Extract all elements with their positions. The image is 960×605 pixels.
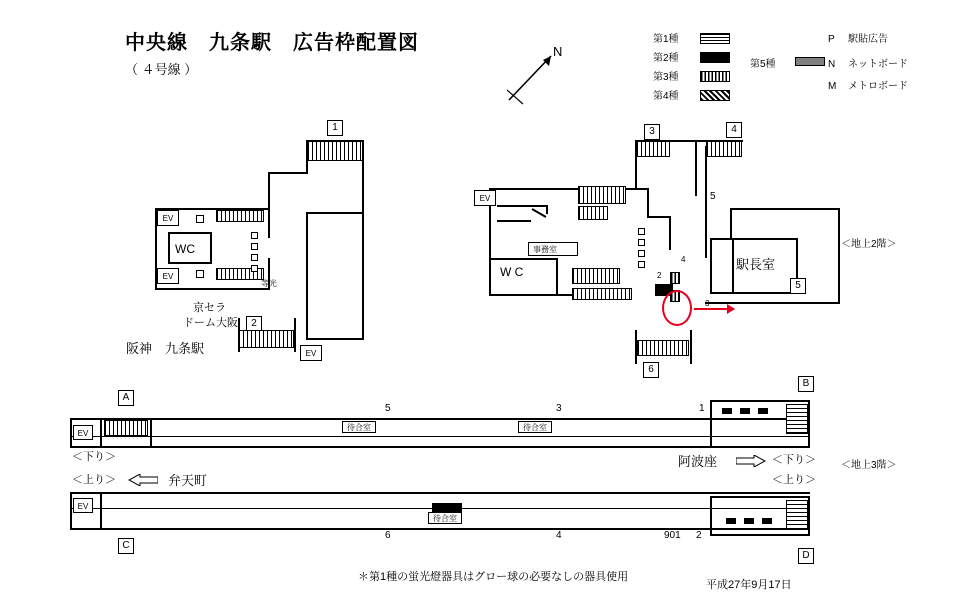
room-waiting-east-label: 事務室 bbox=[533, 245, 557, 254]
frame-lower-b2 bbox=[744, 518, 754, 524]
awaza-arrow-icon bbox=[736, 455, 766, 467]
east-corr-v2 bbox=[695, 140, 697, 196]
stairs-platform-upper-right bbox=[786, 404, 808, 434]
frame-lower-b1 bbox=[726, 518, 736, 524]
legend-type3-swatch bbox=[700, 71, 730, 82]
platform-marker-d: D bbox=[798, 548, 814, 564]
legend-code-m: M bbox=[828, 81, 837, 92]
exit-marker-2: 2 bbox=[246, 316, 262, 332]
platform-lower-div1 bbox=[100, 492, 102, 528]
west-frame-4 bbox=[251, 265, 258, 272]
frame-lower-b3 bbox=[762, 518, 772, 524]
office-divider bbox=[732, 238, 734, 294]
down-label-2: ＜下り＞ bbox=[772, 454, 816, 466]
waiting-room-lower-label: 待合室 bbox=[433, 514, 457, 523]
stairs-west-upper bbox=[216, 210, 264, 222]
east-inner-diag bbox=[532, 208, 547, 218]
east-wc-wall-2 bbox=[556, 258, 558, 296]
west-wall-right-a bbox=[268, 208, 270, 238]
stairs-east-mid-2 bbox=[578, 206, 608, 220]
compass-north-label: N bbox=[553, 44, 563, 59]
ev-west-exit2: EV bbox=[300, 345, 322, 361]
frame-label-lower-901: 901 bbox=[664, 530, 681, 541]
east-frame-3 bbox=[638, 250, 645, 257]
east-small-2: 2 bbox=[657, 271, 662, 280]
east-inner-2 bbox=[669, 216, 671, 250]
room-wc-west-label: WC bbox=[175, 242, 195, 256]
west-small-square-2 bbox=[196, 270, 204, 278]
legend-type2-label: 第2種 bbox=[653, 53, 679, 64]
platform-marker-a: A bbox=[118, 390, 134, 406]
exit-marker-5: 5 bbox=[790, 278, 806, 294]
platform-lower-left bbox=[70, 492, 72, 528]
legend-code-p: P bbox=[828, 34, 835, 45]
exit-marker-4: 4 bbox=[726, 122, 742, 138]
stairs-exit-3 bbox=[636, 141, 670, 157]
footer-date: 平成27年9月17日 bbox=[706, 579, 792, 591]
east-inner-5 bbox=[546, 205, 548, 214]
frame-label-upper-3: 3 bbox=[556, 403, 562, 414]
east-frame-2 bbox=[638, 239, 645, 246]
legend-type3-label: 第3種 bbox=[653, 72, 679, 83]
legend-type5-swatch bbox=[795, 57, 825, 66]
ev-platform-upper: EV bbox=[73, 425, 93, 440]
highlight-ellipse bbox=[662, 290, 692, 326]
frame-upper-b2 bbox=[740, 408, 750, 414]
east-right-wall-left bbox=[730, 208, 732, 238]
compass-needle-icon bbox=[505, 50, 565, 106]
bentencho-label: 弁天町 bbox=[168, 473, 208, 488]
platform-lower-right-left bbox=[710, 496, 712, 534]
bentencho-arrow-icon bbox=[128, 474, 158, 486]
frame-upper-b1 bbox=[722, 408, 732, 414]
exit-marker-3: 3 bbox=[644, 124, 660, 140]
frame-upper-b3 bbox=[758, 408, 768, 414]
platform-lower-top bbox=[70, 492, 810, 494]
stairs-exit-4 bbox=[706, 141, 742, 157]
ev-east: EV bbox=[474, 190, 496, 206]
highlight-arrow bbox=[694, 308, 734, 310]
east-inner-4 bbox=[497, 220, 531, 222]
platform-upper-div1 bbox=[100, 418, 102, 446]
waiting-room-upper-1-label: 待合室 bbox=[347, 423, 371, 432]
down-label-1: ＜下り＞ bbox=[72, 451, 116, 463]
platform-marker-b: B bbox=[798, 376, 814, 392]
legend-type1-swatch bbox=[700, 33, 730, 44]
platform-lower-right-top bbox=[710, 496, 810, 498]
east-right-wall-top bbox=[730, 208, 840, 210]
west-corridor-right bbox=[362, 140, 364, 340]
platform-upper-left bbox=[70, 418, 72, 446]
frame-label-lower-6: 6 bbox=[385, 530, 391, 541]
legend-code-m-label: メトロボード bbox=[848, 81, 908, 92]
legend-type4-label: 第4種 bbox=[653, 91, 679, 102]
west-exit-small-label: 等光 bbox=[261, 279, 277, 288]
up-label-2: ＜上り＞ bbox=[772, 474, 816, 486]
legend-code-n: N bbox=[828, 59, 836, 70]
west-frame-1 bbox=[251, 232, 258, 239]
west-wall-bottom bbox=[155, 288, 270, 290]
awaza-label: 阿波座 bbox=[678, 454, 718, 469]
west-frame-3 bbox=[251, 254, 258, 261]
frame-label-upper-1: 1 bbox=[699, 403, 705, 414]
legend-type1-label: 第1種 bbox=[653, 34, 679, 45]
page-subtitle: （ ４号線 ） bbox=[125, 62, 198, 77]
legend-type5-label: 第5種 bbox=[750, 59, 776, 70]
exit-marker-1: 1 bbox=[327, 120, 343, 136]
stairs-exit-2 bbox=[238, 330, 294, 348]
stairs-platform-lower-right bbox=[786, 500, 808, 530]
waiting-room-upper-2-label: 待合室 bbox=[523, 423, 547, 432]
kyocera-label: 京セラ bbox=[193, 302, 226, 314]
room-station-office-label: 駅長室 bbox=[736, 257, 776, 272]
east-wc-wall-3 bbox=[489, 258, 557, 260]
hanshin-label: 阪神 九条駅 bbox=[126, 341, 205, 356]
east-frame-4 bbox=[638, 261, 645, 268]
platform-upper-top bbox=[70, 418, 810, 420]
legend-type4-swatch bbox=[700, 90, 730, 101]
east-wc-wall bbox=[489, 258, 491, 296]
frame-label-lower-4: 4 bbox=[556, 530, 562, 541]
stairs-east-mid-4 bbox=[572, 288, 632, 300]
stairs-east-mid-3 bbox=[572, 268, 620, 284]
east-inner-1 bbox=[647, 216, 671, 218]
frame-label-upper-5: 5 bbox=[385, 403, 391, 414]
platform-upper-bottom bbox=[70, 446, 810, 448]
room-wc-east-label: W C bbox=[500, 265, 524, 279]
east-right-wall bbox=[838, 208, 840, 304]
footer-note: ＊第1種の蛍光燈器具はグロー球の必要なしの器具使用 bbox=[358, 571, 629, 583]
stairs-exit-6 bbox=[637, 340, 689, 356]
east-hatch-frame-a bbox=[670, 272, 680, 284]
ev-platform-lower: EV bbox=[73, 498, 93, 513]
ev-west-top: EV bbox=[157, 210, 179, 226]
west-corridor-left bbox=[268, 172, 270, 210]
up-label-1: ＜上り＞ bbox=[72, 474, 116, 486]
east-corr-v3 bbox=[705, 146, 707, 258]
legend-code-p-label: 駅貼広告 bbox=[848, 34, 888, 45]
floor2-level-label: ＜地上2階＞ bbox=[841, 239, 897, 250]
page-title: 中央線 九条駅 広告枠配置図 bbox=[125, 32, 419, 54]
east-frame-1 bbox=[638, 228, 645, 235]
stairs-east-mid-1 bbox=[578, 186, 626, 204]
west-small-square-1 bbox=[196, 215, 204, 223]
west-inner-h bbox=[306, 212, 362, 214]
stairs-exit-1 bbox=[307, 141, 363, 161]
east-inner-3 bbox=[497, 205, 547, 207]
floor3-level-label: ＜地上3階＞ bbox=[841, 460, 897, 471]
platform-lower-right-bottom bbox=[710, 534, 810, 536]
west-corridor-bottom bbox=[306, 338, 364, 340]
west-stair2-right bbox=[294, 318, 296, 352]
west-stair2-left bbox=[238, 318, 240, 352]
west-frame-2 bbox=[251, 243, 258, 250]
platform-upper-div2 bbox=[150, 418, 152, 446]
east-wall-right-top bbox=[647, 188, 649, 218]
platform-upper-edge bbox=[72, 436, 808, 437]
east-right-wall-bottom bbox=[705, 302, 840, 304]
exit5-label-a: 5 bbox=[710, 191, 716, 202]
platform-upper-right-right bbox=[808, 400, 810, 446]
legend-code-n-label: ネットボード bbox=[848, 59, 908, 70]
west-corridor-v2 bbox=[306, 212, 308, 340]
east-small-4: 4 bbox=[681, 255, 686, 264]
legend-type2-swatch bbox=[700, 52, 730, 63]
platform-upper-right-top bbox=[710, 400, 810, 402]
exit-marker-6: 6 bbox=[643, 362, 659, 378]
platform-marker-c: C bbox=[118, 538, 134, 554]
frame-label-lower-2: 2 bbox=[696, 530, 702, 541]
stairs-platform-upper-left bbox=[104, 420, 148, 436]
platform-upper-right-left bbox=[710, 400, 712, 446]
platform-lower-right-right bbox=[808, 496, 810, 534]
ev-west-bottom: EV bbox=[157, 268, 179, 284]
dome-label: ドーム大阪 bbox=[183, 317, 238, 329]
west-corridor-top bbox=[268, 172, 308, 174]
east-corr-exit6-right bbox=[690, 330, 692, 364]
